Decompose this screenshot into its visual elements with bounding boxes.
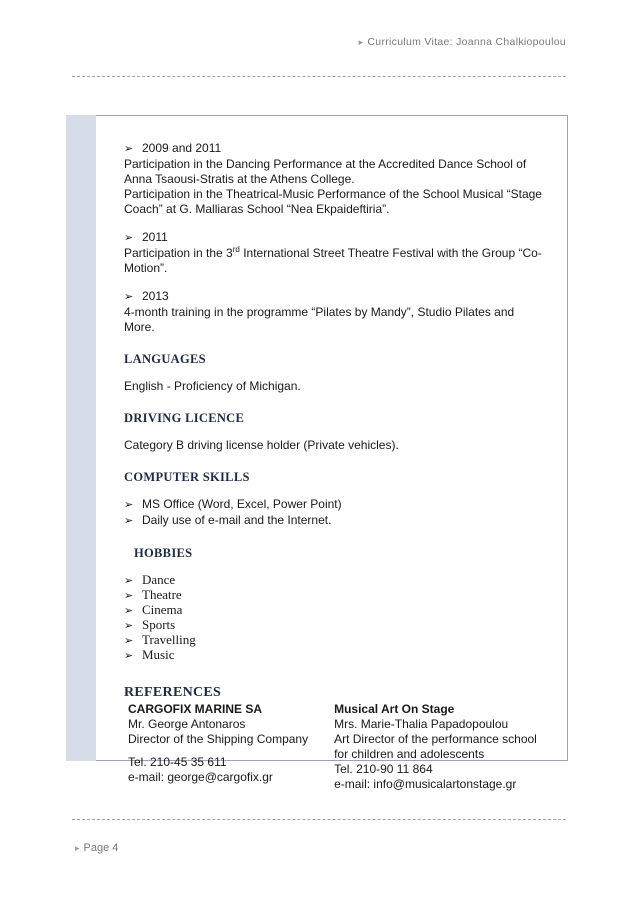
entry-line: Participation in the Theatrical-Music Performance of the School Musical “Stage Coach” at G. Malliaras School “Nea Ekpaideftiria”. [124, 187, 542, 216]
header-divider [72, 76, 566, 77]
entry-text-part: Participation in the 3 [124, 246, 233, 260]
reference-left [128, 702, 334, 792]
list-item-label: Travelling [142, 632, 196, 647]
list-item-label: Theatre [142, 587, 182, 602]
list-item-label: Daily use of e-mail and the Internet. [142, 513, 332, 527]
reference-name: Mr. George Antonaros [128, 717, 246, 731]
list-item-label: Music [142, 647, 175, 662]
header-title: Curriculum Vitae: Joanna Chalkiopoulou [367, 36, 566, 48]
reference-right [334, 702, 544, 792]
list-item [124, 588, 544, 603]
reference-company: CARGOFIX MARINE SA [128, 702, 263, 716]
references-title: REFERENCES [124, 685, 222, 700]
entry-year: 2009 and 2011 [142, 141, 222, 155]
languages-text: English - Proficiency of Michigan. [124, 379, 301, 393]
entry-text-part: International Street Theatre Festival with the Group “Co-Motion”. [124, 246, 542, 275]
driving-licence-title: DRIVING LICENCE [124, 411, 245, 425]
bullet-arrow-icon: ➢ [124, 650, 134, 662]
computer-skills-title: COMPUTER SKILLS [124, 470, 250, 484]
computer-skills-list [124, 497, 544, 529]
entry-2013 [124, 289, 544, 335]
entry-line: 4-month training in the programme “Pilates by Mandy”, Studio Pilates and More. [124, 305, 515, 334]
reference-name: Mrs. Marie-Thalia Papadopoulou [334, 717, 509, 731]
footer-divider [72, 819, 566, 820]
list-item [124, 573, 544, 588]
list-item-label: MS Office (Word, Excel, Power Point) [142, 497, 342, 511]
entry-line: Participation in the Dancing Performance at the Accredited Dance School of Anna Tsaousi-Stratis at the Athens College. [124, 157, 527, 186]
left-accent-bar [66, 115, 96, 761]
reference-tel: Tel. 210-90 11 864 [334, 762, 433, 776]
page-header [359, 36, 566, 48]
list-item-label: Cinema [142, 602, 183, 617]
hobbies-title: HOBBIES [134, 546, 193, 560]
reference-role: Director of the Shipping Company [128, 732, 309, 746]
references-grid [124, 702, 544, 792]
page-number [75, 842, 118, 854]
languages-title: LANGUAGES [124, 352, 206, 366]
list-item [124, 513, 544, 529]
reference-company: Musical Art On Stage [334, 702, 455, 716]
bullet-arrow-icon: ➢ [124, 232, 134, 244]
list-item-label: Sports [142, 617, 176, 632]
bullet-arrow-icon: ➢ [124, 143, 134, 155]
driving-licence-text: Category B driving license holder (Private vehicles). [124, 438, 399, 452]
list-item [124, 648, 544, 663]
list-item [124, 618, 544, 633]
reference-email: e-mail: info@musicalartonstage.gr [334, 777, 517, 791]
header-triangle-icon: ▸ [358, 37, 364, 47]
entry-year: 2011 [142, 230, 168, 244]
bullet-arrow-icon: ➢ [124, 291, 134, 303]
entry-year: 2013 [142, 289, 169, 303]
entry-2009-2011 [124, 141, 544, 217]
ordinal-suffix: rd [232, 245, 240, 254]
bullet-arrow-icon: ➢ [124, 590, 134, 602]
bullet-arrow-icon: ➢ [124, 575, 134, 587]
footer-triangle-icon: ▸ [75, 843, 80, 853]
bullet-arrow-icon: ➢ [124, 499, 134, 511]
entry-line [124, 246, 544, 276]
reference-role: for children and adolescents [334, 747, 485, 761]
list-item [124, 497, 544, 513]
bullet-arrow-icon: ➢ [124, 635, 134, 647]
hobbies-list [124, 573, 544, 663]
entry-2011 [124, 230, 544, 276]
list-item [124, 603, 544, 618]
bullet-arrow-icon: ➢ [124, 620, 134, 632]
list-item [124, 633, 544, 648]
page-number-label: Page 4 [83, 842, 119, 854]
list-item-label: Dance [142, 572, 176, 587]
reference-email: e-mail: george@cargofix.gr [128, 770, 273, 784]
reference-tel: Tel. 210-45 35 611 [128, 755, 227, 769]
cv-content [124, 141, 544, 792]
bullet-arrow-icon: ➢ [124, 515, 134, 527]
reference-role: Art Director of the performance school [334, 732, 537, 746]
bullet-arrow-icon: ➢ [124, 605, 134, 617]
